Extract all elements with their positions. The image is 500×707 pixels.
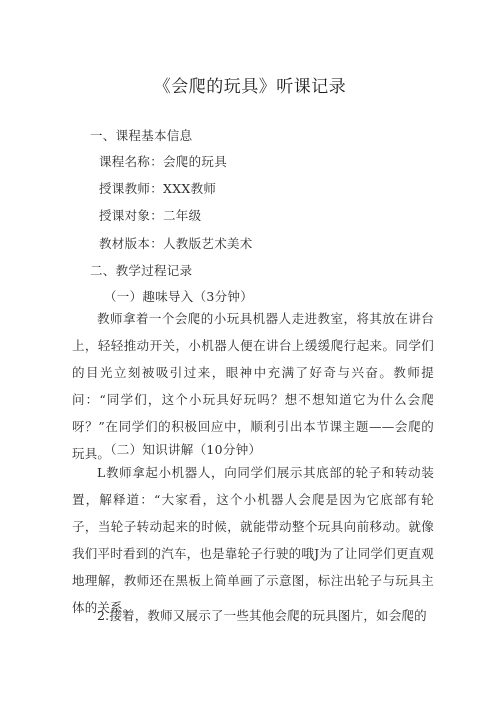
part2-paragraph-2: 2.接着，教师又展示了一些其他会爬的玩具图片，如会爬的 <box>97 608 427 623</box>
course-audience: 授课对象：二年级 <box>99 208 202 223</box>
section2-heading: 二、教学过程记录 <box>90 263 193 278</box>
document-title: 《会爬的玩具》听课记录 <box>153 77 347 97</box>
part2-paragraph-1: L教师拿起小机器人，向同学们展示其底部的轮子和转动装置，解释道：“大家看，这个小机器人会爬是因为它底部有轮子，当轮子转动起来的时候，就能带动整个玩具向前移动。就像我们平时看到的汽车，也是靠轮子行驶的哦J为了让同学们更直观地理解，教师还在黑板上简单画了示意图，标注出轮子与玩具主体的关系。 <box>72 465 434 615</box>
course-edition: 教材版本：人教版艺术美术 <box>99 236 253 251</box>
part1-paragraph: 教师拿着一个会爬的小玩具机器人走进教室，将其放在讲台上，轻轻推动开关，小机器人便在讲台上缓缓爬行起来。同学们的目光立刻被吸引过来，眼神中充满了好奇与兴奋。教师提问：“同学们，这个小玩具好玩吗？想不想知道它为什么会爬呀？”在同学们的积极回应中，顺利引出本节课主题——会爬的玩具。 <box>72 311 434 461</box>
part1-heading: （一）趣味导入（3分钟） <box>104 289 254 304</box>
part2-heading: （二）知识讲解（10分钟） <box>104 442 262 457</box>
course-name: 课程名称：会爬的玩具 <box>99 154 228 169</box>
section1-heading: 一、课程基本信息 <box>90 128 193 143</box>
course-teacher: 授课教师：XXX教师 <box>99 181 217 196</box>
